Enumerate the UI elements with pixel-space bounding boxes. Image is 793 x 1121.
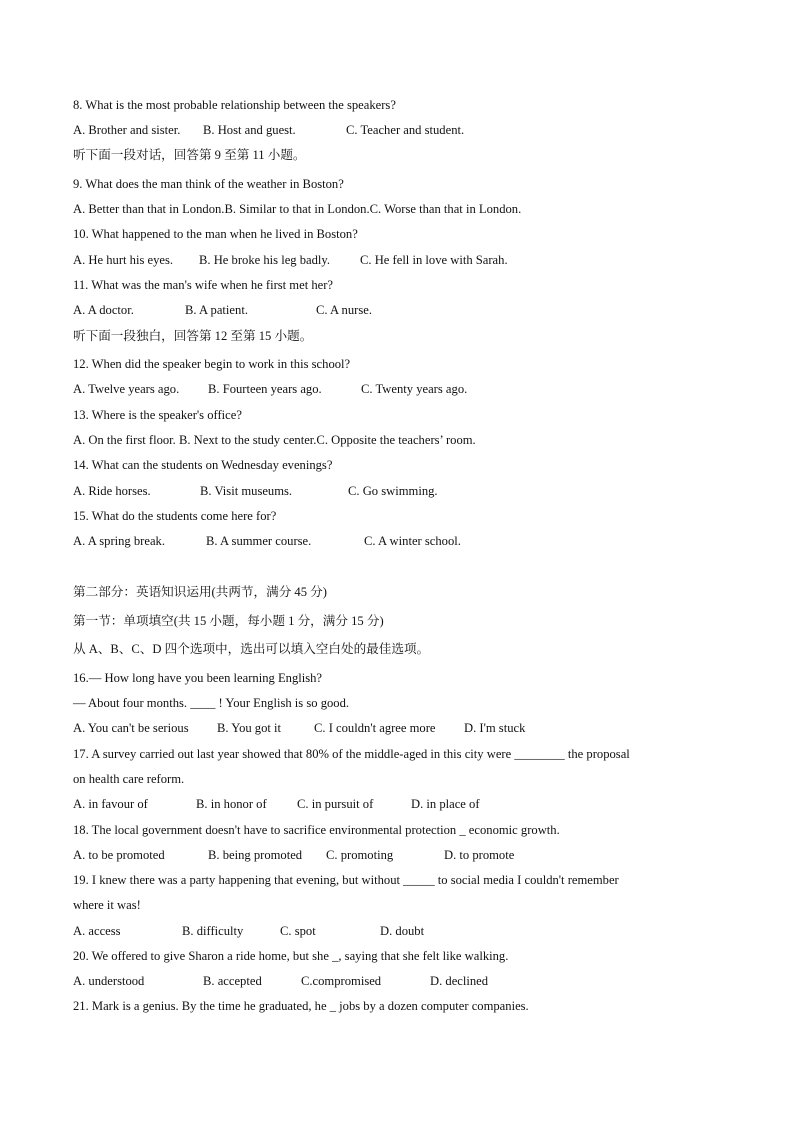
- option-b: B. Fourteen years ago.: [208, 382, 322, 396]
- directions-9-11: 听下面一段对话，回答第 9 至第 11 小题。: [73, 148, 306, 162]
- option-d: D. doubt: [380, 924, 425, 938]
- question-13-options: A. On the first floor. B. Next to the study center.C. Opposite the teachers’ room.: [73, 433, 476, 447]
- question-21: 21. Mark is a genius. By the time he graduated, he _ jobs by a dozen computer companies.: [73, 999, 529, 1013]
- question-11: 11. What was the man's wife when he first met her?: [73, 278, 334, 292]
- option-b: B. He broke his leg badly.: [199, 253, 331, 267]
- option-a: A. You can't be serious: [73, 721, 189, 735]
- option-b: B. A patient.: [185, 303, 248, 317]
- option-d: D. declined: [430, 974, 489, 988]
- option-b: B. Host and guest.: [203, 123, 296, 137]
- part-2-title: 第二部分：英语知识运用(共两节，满分 45 分): [73, 585, 327, 599]
- question-15: 15. What do the students come here for?: [73, 509, 277, 523]
- question-8: 8. What is the most probable relationship between the speakers?: [73, 98, 396, 112]
- option-d: D. in place of: [411, 797, 480, 811]
- option-c: C. Go swimming.: [348, 484, 438, 498]
- option-b: B. accepted: [203, 974, 262, 988]
- question-10: 10. What happened to the man when he lived in Boston?: [73, 227, 358, 241]
- option-a: A. A spring break.: [73, 534, 165, 548]
- option-c: C. A winter school.: [364, 534, 461, 548]
- section-1-directions: 从 A、B、C、D 四个选项中，选出可以填入空白处的最佳选项。: [73, 642, 430, 656]
- option-b: B. You got it: [217, 721, 282, 735]
- question-14: 14. What can the students on Wednesday evenings?: [73, 458, 333, 472]
- option-a: A. Ride horses.: [73, 484, 151, 498]
- option-b: B. A summer course.: [206, 534, 312, 548]
- directions-12-15: 听下面一段独白，回答第 12 至第 15 小题。: [73, 329, 313, 343]
- option-d: D. to promote: [444, 848, 515, 862]
- section-1-title: 第一节：单项填空(共 15 小题，每小题 1 分，满分 15 分): [73, 614, 384, 628]
- option-c: C. Twenty years ago.: [361, 382, 468, 396]
- option-b: B. difficulty: [182, 924, 244, 938]
- option-a: A. to be promoted: [73, 848, 165, 862]
- option-a: A. Brother and sister.: [73, 123, 181, 137]
- option-a: A. access: [73, 924, 121, 938]
- option-c: C. promoting: [326, 848, 394, 862]
- question-16: 16.— How long have you been learning English?: [73, 671, 323, 685]
- option-a: A. Twelve years ago.: [73, 382, 180, 396]
- question-13: 13. Where is the speaker's office?: [73, 408, 242, 422]
- question-19-continuation: where it was!: [73, 898, 141, 912]
- option-c: C. in pursuit of: [297, 797, 374, 811]
- option-c: C. He fell in love with Sarah.: [360, 253, 508, 267]
- question-9-options: A. Better than that in London.B. Similar to that in London.C. Worse than that in London.: [73, 202, 522, 216]
- question-12: 12. When did the speaker begin to work in this school?: [73, 357, 351, 371]
- option-c: C. spot: [280, 924, 316, 938]
- option-c: C. Teacher and student.: [346, 123, 465, 137]
- option-a: A. He hurt his eyes.: [73, 253, 174, 267]
- option-c: C.compromised: [301, 974, 382, 988]
- question-17: 17. A survey carried out last year showed that 80% of the middle-aged in this city were ________ the proposal: [73, 747, 630, 761]
- option-b: B. being promoted: [208, 848, 303, 862]
- option-b: B. in honor of: [196, 797, 267, 811]
- question-19: 19. I knew there was a party happening that evening, but without _____ to social media I couldn't remember: [73, 873, 619, 887]
- question-17-continuation: on health care reform.: [73, 772, 185, 786]
- option-a: A. understood: [73, 974, 145, 988]
- option-a: A. in favour of: [73, 797, 148, 811]
- option-c: C. A nurse.: [316, 303, 372, 317]
- question-20: 20. We offered to give Sharon a ride home, but she _, saying that she felt like walking.: [73, 949, 509, 963]
- option-c: C. I couldn't agree more: [314, 721, 436, 735]
- question-18: 18. The local government doesn't have to sacrifice environmental protection _ economic growth.: [73, 823, 560, 837]
- option-b: B. Visit museums.: [200, 484, 293, 498]
- question-9: 9. What does the man think of the weather in Boston?: [73, 177, 344, 191]
- question-16-reply: — About four months. ____ ! Your English is so good.: [73, 696, 350, 710]
- option-d: D. I'm stuck: [464, 721, 526, 735]
- option-a: A. A doctor.: [73, 303, 134, 317]
